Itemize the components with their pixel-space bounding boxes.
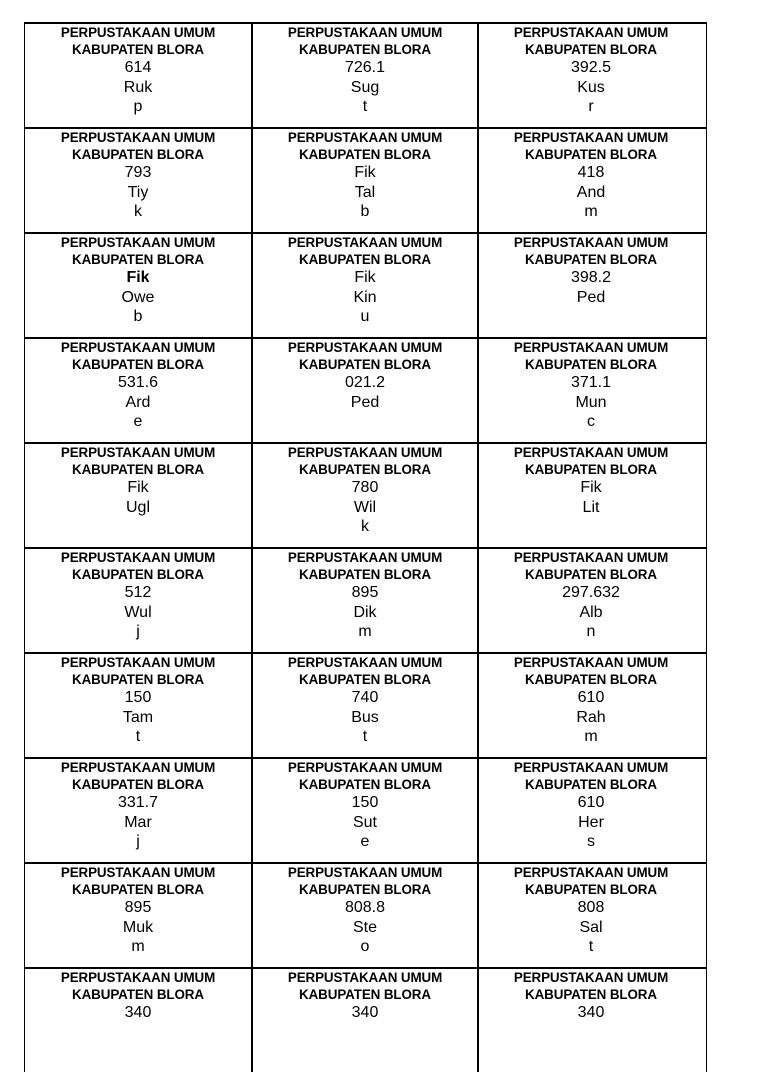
title-code: o [360,938,370,955]
library-name-line1: PERPUSTAKAAN UMUM [60,25,216,40]
library-name-line1: PERPUSTAKAAN UMUM [513,550,669,565]
library-name-line1: PERPUSTAKAAN UMUM [513,760,669,775]
title-code [479,1042,703,1062]
library-name [253,549,477,583]
call-number: 371.1 [570,374,612,391]
library-name [253,339,477,373]
book-label [25,234,251,337]
book-label [477,444,703,547]
book-label [25,129,251,232]
library-name-line1: PERPUSTAKAAN UMUM [513,340,669,355]
author-code: Ped [350,393,380,411]
title-code [253,1042,477,1062]
call-number: Fik [354,164,376,181]
author-code: Bus [351,708,379,726]
library-name-line2: KABUPATEN BLORA [525,42,657,57]
book-label [477,864,703,967]
title-code: b [133,308,143,325]
title-code: t [135,728,141,745]
call-number: 340 [351,1004,379,1021]
library-name-line2: KABUPATEN BLORA [299,147,431,162]
title-code: t [588,938,594,955]
author-code: Mar [124,813,152,831]
library-name-line1: PERPUSTAKAAN UMUM [287,235,443,250]
call-number: 398.2 [570,269,612,286]
library-name [479,654,703,688]
author-code: Kin [353,288,377,306]
library-name-line2: KABUPATEN BLORA [72,672,204,687]
library-name-line2: KABUPATEN BLORA [72,252,204,267]
label-row [25,339,706,444]
library-name [479,864,703,898]
library-name [25,234,251,268]
call-number: 150 [124,689,152,706]
library-name [25,129,251,163]
title-code: k [361,518,369,535]
call-number: 808.8 [344,899,386,916]
library-name-line2: KABUPATEN BLORA [72,987,204,1002]
library-name-line1: PERPUSTAKAAN UMUM [60,550,216,565]
book-label [25,759,251,862]
library-name [479,549,703,583]
title-code: t [362,728,368,745]
call-number: Fik [354,269,376,286]
author-code: Rah [576,708,606,726]
library-name-line1: PERPUSTAKAAN UMUM [287,130,443,145]
author-code: Tiy [127,183,149,201]
library-name-line2: KABUPATEN BLORA [525,672,657,687]
title-code: k [134,203,142,220]
title-code [479,307,703,327]
library-name [25,759,251,793]
library-name [253,234,477,268]
book-label [25,549,251,652]
title-code: s [587,833,595,850]
book-label [477,654,703,757]
author-code: Dik [353,603,377,621]
call-number: 531.6 [117,374,159,391]
book-label [477,549,703,652]
library-name-line1: PERPUSTAKAAN UMUM [287,970,443,985]
author-code: And [576,183,606,201]
library-name [253,654,477,688]
call-number: 895 [124,899,152,916]
title-code: p [133,98,143,115]
author-code: Ruk [123,78,153,96]
book-label [251,969,477,1072]
library-name-line2: KABUPATEN BLORA [525,567,657,582]
library-name-line2: KABUPATEN BLORA [72,462,204,477]
author-code: Wil [353,498,377,516]
call-number: 418 [577,164,605,181]
library-name [479,234,703,268]
book-label [25,339,251,442]
call-number: 780 [351,479,379,496]
book-label [477,24,703,127]
library-name-line2: KABUPATEN BLORA [525,987,657,1002]
label-row [25,759,706,864]
author-code: Tal [354,183,376,201]
library-name-line2: KABUPATEN BLORA [299,777,431,792]
library-name [479,339,703,373]
book-label [25,864,251,967]
book-label [251,24,477,127]
title-code: n [586,623,596,640]
author-code: Mun [575,393,607,411]
call-number: Fik [580,479,602,496]
library-name-line2: KABUPATEN BLORA [72,357,204,372]
library-name [25,444,251,478]
library-name [479,444,703,478]
library-name-line2: KABUPATEN BLORA [299,462,431,477]
library-name-line2: KABUPATEN BLORA [72,42,204,57]
library-name-line1: PERPUSTAKAAN UMUM [60,760,216,775]
library-name [479,129,703,163]
book-label [25,654,251,757]
author-code [479,1023,703,1043]
library-name-line1: PERPUSTAKAAN UMUM [513,25,669,40]
library-name-line1: PERPUSTAKAAN UMUM [513,865,669,880]
library-name-line2: KABUPATEN BLORA [299,252,431,267]
library-name [25,339,251,373]
library-name-line1: PERPUSTAKAAN UMUM [287,655,443,670]
label-row [25,24,706,129]
call-number: 340 [124,1004,152,1021]
label-row [25,969,706,1072]
call-number: 331.7 [117,794,159,811]
call-number: 021.2 [344,374,386,391]
library-name-line2: KABUPATEN BLORA [299,987,431,1002]
library-name-line1: PERPUSTAKAAN UMUM [287,25,443,40]
title-code: m [584,203,598,220]
author-code: Sut [352,813,377,831]
title-code: e [360,833,370,850]
call-number: 512 [124,584,152,601]
title-code: j [136,623,140,640]
library-name-line1: PERPUSTAKAAN UMUM [287,550,443,565]
book-label [477,759,703,862]
title-code [253,412,477,432]
author-code: Muk [122,918,154,936]
library-name [25,654,251,688]
library-name [253,24,477,58]
library-name-line1: PERPUSTAKAAN UMUM [60,445,216,460]
library-name [479,969,703,1003]
book-label [251,549,477,652]
book-label [251,759,477,862]
library-name [25,24,251,58]
book-label [477,969,703,1072]
book-label [477,339,703,442]
author-code: Kus [577,78,605,96]
author-code [253,1023,477,1043]
call-number: 895 [351,584,379,601]
library-name-line2: KABUPATEN BLORA [299,42,431,57]
title-code: t [362,98,368,115]
library-name [253,759,477,793]
book-label [251,654,477,757]
library-name-line2: KABUPATEN BLORA [299,672,431,687]
library-name [25,969,251,1003]
library-name [479,24,703,58]
library-name [253,444,477,478]
library-name-line2: KABUPATEN BLORA [525,462,657,477]
library-name-line1: PERPUSTAKAAN UMUM [60,655,216,670]
label-row [25,864,706,969]
title-code [25,1042,251,1062]
library-name-line1: PERPUSTAKAAN UMUM [513,655,669,670]
library-name-line2: KABUPATEN BLORA [525,882,657,897]
title-code: r [588,98,594,115]
author-code: Ste [352,918,377,936]
book-label [477,129,703,232]
library-name-line1: PERPUSTAKAAN UMUM [60,235,216,250]
library-name-line1: PERPUSTAKAAN UMUM [287,865,443,880]
library-name-line1: PERPUSTAKAAN UMUM [60,130,216,145]
author-code: Owe [121,288,155,306]
library-name [479,759,703,793]
call-number: 793 [124,164,152,181]
author-code: Sug [350,78,380,96]
book-label [251,129,477,232]
book-label [251,339,477,442]
call-number: 614 [124,59,152,76]
author-code: Alb [579,603,603,621]
library-name-line1: PERPUSTAKAAN UMUM [60,970,216,985]
book-label [25,24,251,127]
title-code: u [360,308,370,325]
book-label [251,234,477,337]
library-name [253,864,477,898]
call-number: 808 [577,899,605,916]
label-row [25,654,706,759]
book-label [25,444,251,547]
author-code: Lit [582,498,600,516]
library-name-line2: KABUPATEN BLORA [299,882,431,897]
library-name-line1: PERPUSTAKAAN UMUM [513,130,669,145]
library-name-line1: PERPUSTAKAAN UMUM [513,445,669,460]
call-number: 610 [577,689,605,706]
library-name-line1: PERPUSTAKAAN UMUM [287,340,443,355]
library-name-line1: PERPUSTAKAAN UMUM [60,865,216,880]
library-name-line2: KABUPATEN BLORA [525,147,657,162]
call-number: 150 [351,794,379,811]
library-name-line1: PERPUSTAKAAN UMUM [513,235,669,250]
label-row [25,129,706,234]
library-name [25,864,251,898]
title-code: j [136,833,140,850]
library-name-line2: KABUPATEN BLORA [299,357,431,372]
book-label [477,234,703,337]
title-code: m [584,728,598,745]
author-code: Tam [122,708,154,726]
author-code [25,1023,251,1043]
call-number: 392.5 [570,59,612,76]
author-code: Wul [124,603,152,621]
library-name-line2: KABUPATEN BLORA [72,147,204,162]
library-name-line2: KABUPATEN BLORA [525,777,657,792]
title-code [25,517,251,537]
title-code: m [358,623,372,640]
library-name-line1: PERPUSTAKAAN UMUM [287,760,443,775]
author-code: Sal [579,918,603,936]
library-name-line1: PERPUSTAKAAN UMUM [513,970,669,985]
library-name-line2: KABUPATEN BLORA [525,357,657,372]
author-code: Ped [576,288,606,306]
book-label [251,444,477,547]
library-name-line1: PERPUSTAKAAN UMUM [287,445,443,460]
library-name-line2: KABUPATEN BLORA [72,882,204,897]
call-number: 726.1 [344,59,386,76]
call-number: Fik [126,269,150,286]
library-name-line2: KABUPATEN BLORA [525,252,657,267]
library-name [253,969,477,1003]
call-number: 610 [577,794,605,811]
title-code [479,517,703,537]
title-code: m [131,938,145,955]
author-code: Ard [125,393,151,411]
author-code: Her [578,813,604,831]
book-label [251,864,477,967]
call-number: 340 [577,1004,605,1021]
call-number: Fik [127,479,149,496]
call-number: 297.632 [562,584,620,601]
library-name [25,549,251,583]
title-code: e [133,413,143,430]
title-code: c [587,413,595,430]
call-number: 740 [351,689,379,706]
library-name [253,129,477,163]
label-sheet [24,22,707,1072]
label-row [25,234,706,339]
author-code: Ugl [125,498,150,516]
title-code: b [360,203,370,220]
library-name-line1: PERPUSTAKAAN UMUM [60,340,216,355]
label-row [25,549,706,654]
book-label [25,969,251,1072]
library-name-line2: KABUPATEN BLORA [299,567,431,582]
library-name-line2: KABUPATEN BLORA [72,567,204,582]
label-row [25,444,706,549]
library-name-line2: KABUPATEN BLORA [72,777,204,792]
